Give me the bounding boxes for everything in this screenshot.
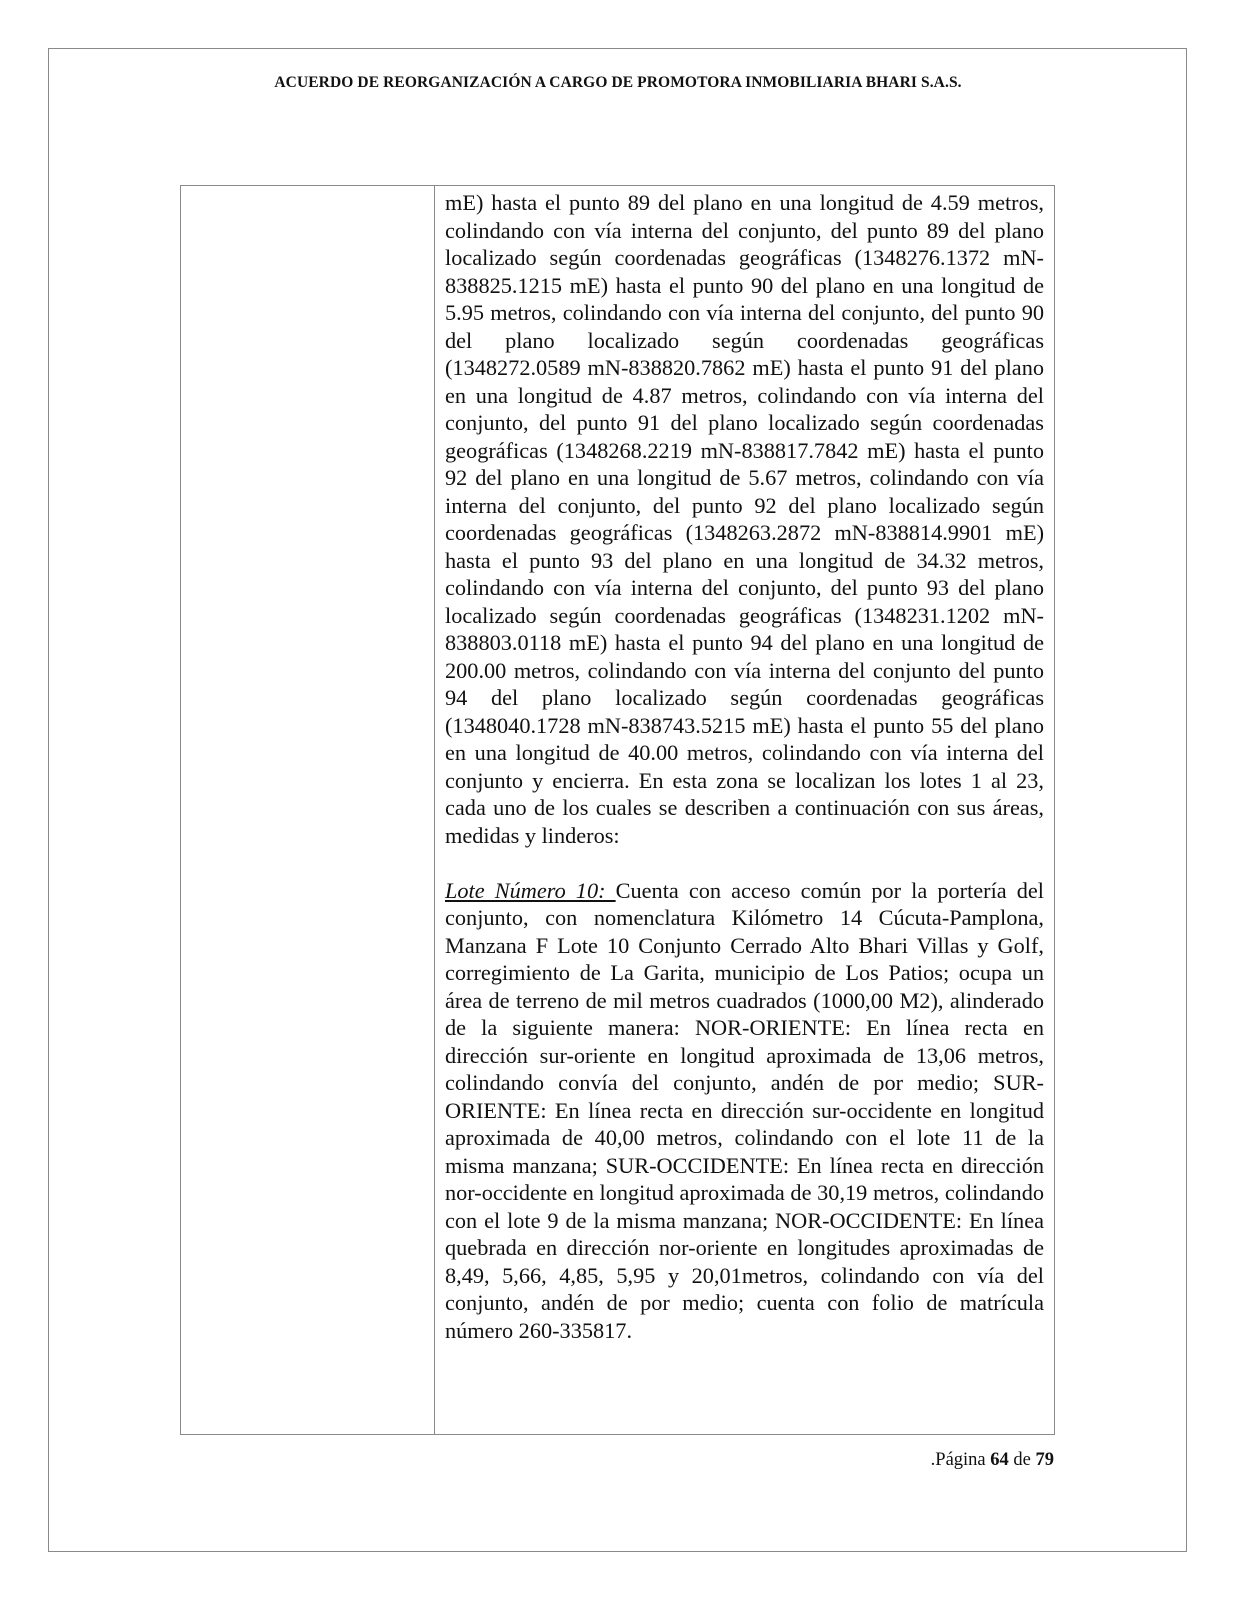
lot-description-text: Cuenta con acceso común por la portería del conjunto, con nomenclatura Kilómetro 14 Cúcuta-Pamplona, Manzana F Lote 10 Conjunto Cerrado Alto Bhari Villas y Golf, corregimiento de La Garita, municipio de Los Patios; ocupa un área de terreno de mil metros cuadrados (1000,00 M2), alinderado de la siguiente manera: NOR-ORIENTE: En línea recta en dirección sur-oriente en longitud aproximada de 13,06 metros, colindando convía del conjunto, andén de por medio; SUR-ORIENTE: En línea recta en dirección sur-occidente en longitud aproximada de 40,00 metros, colindando con el lote 11 de la misma manzana; SUR-OCCIDENTE: En línea recta en dirección nor-occidente en longitud aproximada de 30,19 metros, colindando con el lote 9 de la misma manzana; NOR-OCCIDENTE: En línea quebrada en dirección nor-oriente en longitudes aproximadas de 8,49, 5,66, 4,85, 5,95 y 20,01metros, colindando con vía del conjunto, andén de por medio; cuenta con folio de matrícula número 260-335817.: [445, 877, 1044, 1343]
page-number: [931, 1450, 1054, 1471]
current-page: 64: [990, 1450, 1009, 1470]
cell-text-block: [435, 186, 1054, 1344]
lot-title: Lote Número 10:: [445, 877, 616, 903]
table-row: [181, 186, 1055, 1435]
paragraph-gap: [445, 849, 1044, 877]
property-description-table: [180, 185, 1055, 1435]
lot-description-paragraph: [445, 877, 1044, 1345]
document-header-title: ACUERDO DE REORGANIZACIÓN A CARGO DE PROMOTORA INMOBILIARIA BHARI S.A.S.: [274, 74, 962, 91]
boundary-description-paragraph: mE) hasta el punto 89 del plano en una longitud de 4.59 metros, colindando con vía interna del conjunto, del punto 89 del plano localizado según coordenadas geográficas (1348276.1372 mN-838825.1215 mE) hasta el punto 90 del plano en una longitud de 5.95 metros, colindando con vía interna del conjunto, del punto 90 del plano localizado según coordenadas geográficas (1348272.0589 mN-838820.7862 mE) hasta el punto 91 del plano en una longitud de 4.87 metros, colindando con vía interna del conjunto, del punto 91 del plano localizado según coordenadas geográficas (1348268.2219 mN-838817.7842 mE) hasta el punto 92 del plano en una longitud de 5.67 metros, colindando con vía interna del conjunto, del punto 92 del plano localizado según coordenadas geográficas (1348263.2872 mN-838814.9901 mE) hasta el punto 93 del plano en una longitud de 34.32 metros, colindando con vía interna del conjunto, del punto 93 del plano localizado según coordenadas geográficas (1348231.1202 mN-838803.0118 mE) hasta el punto 94 del plano en una longitud de 200.00 metros, colindando con vía interna del conjunto del punto 94 del plano localizado según coordenadas geográficas (1348040.1728 mN-838743.5215 mE) hasta el punto 55 del plano en una longitud de 40.00 metros, colindando con vía interna del conjunto y encierra. En esta zona se localizan los lotes 1 al 23, cada uno de los cuales se describen a continuación con sus áreas, medidas y linderos:: [445, 190, 1044, 848]
total-pages: 79: [1035, 1450, 1054, 1470]
page-prefix: .Página: [930, 1450, 991, 1470]
left-empty-cell: [181, 186, 435, 1435]
page-separator: de: [1008, 1450, 1036, 1470]
right-text-cell: [435, 186, 1055, 1435]
